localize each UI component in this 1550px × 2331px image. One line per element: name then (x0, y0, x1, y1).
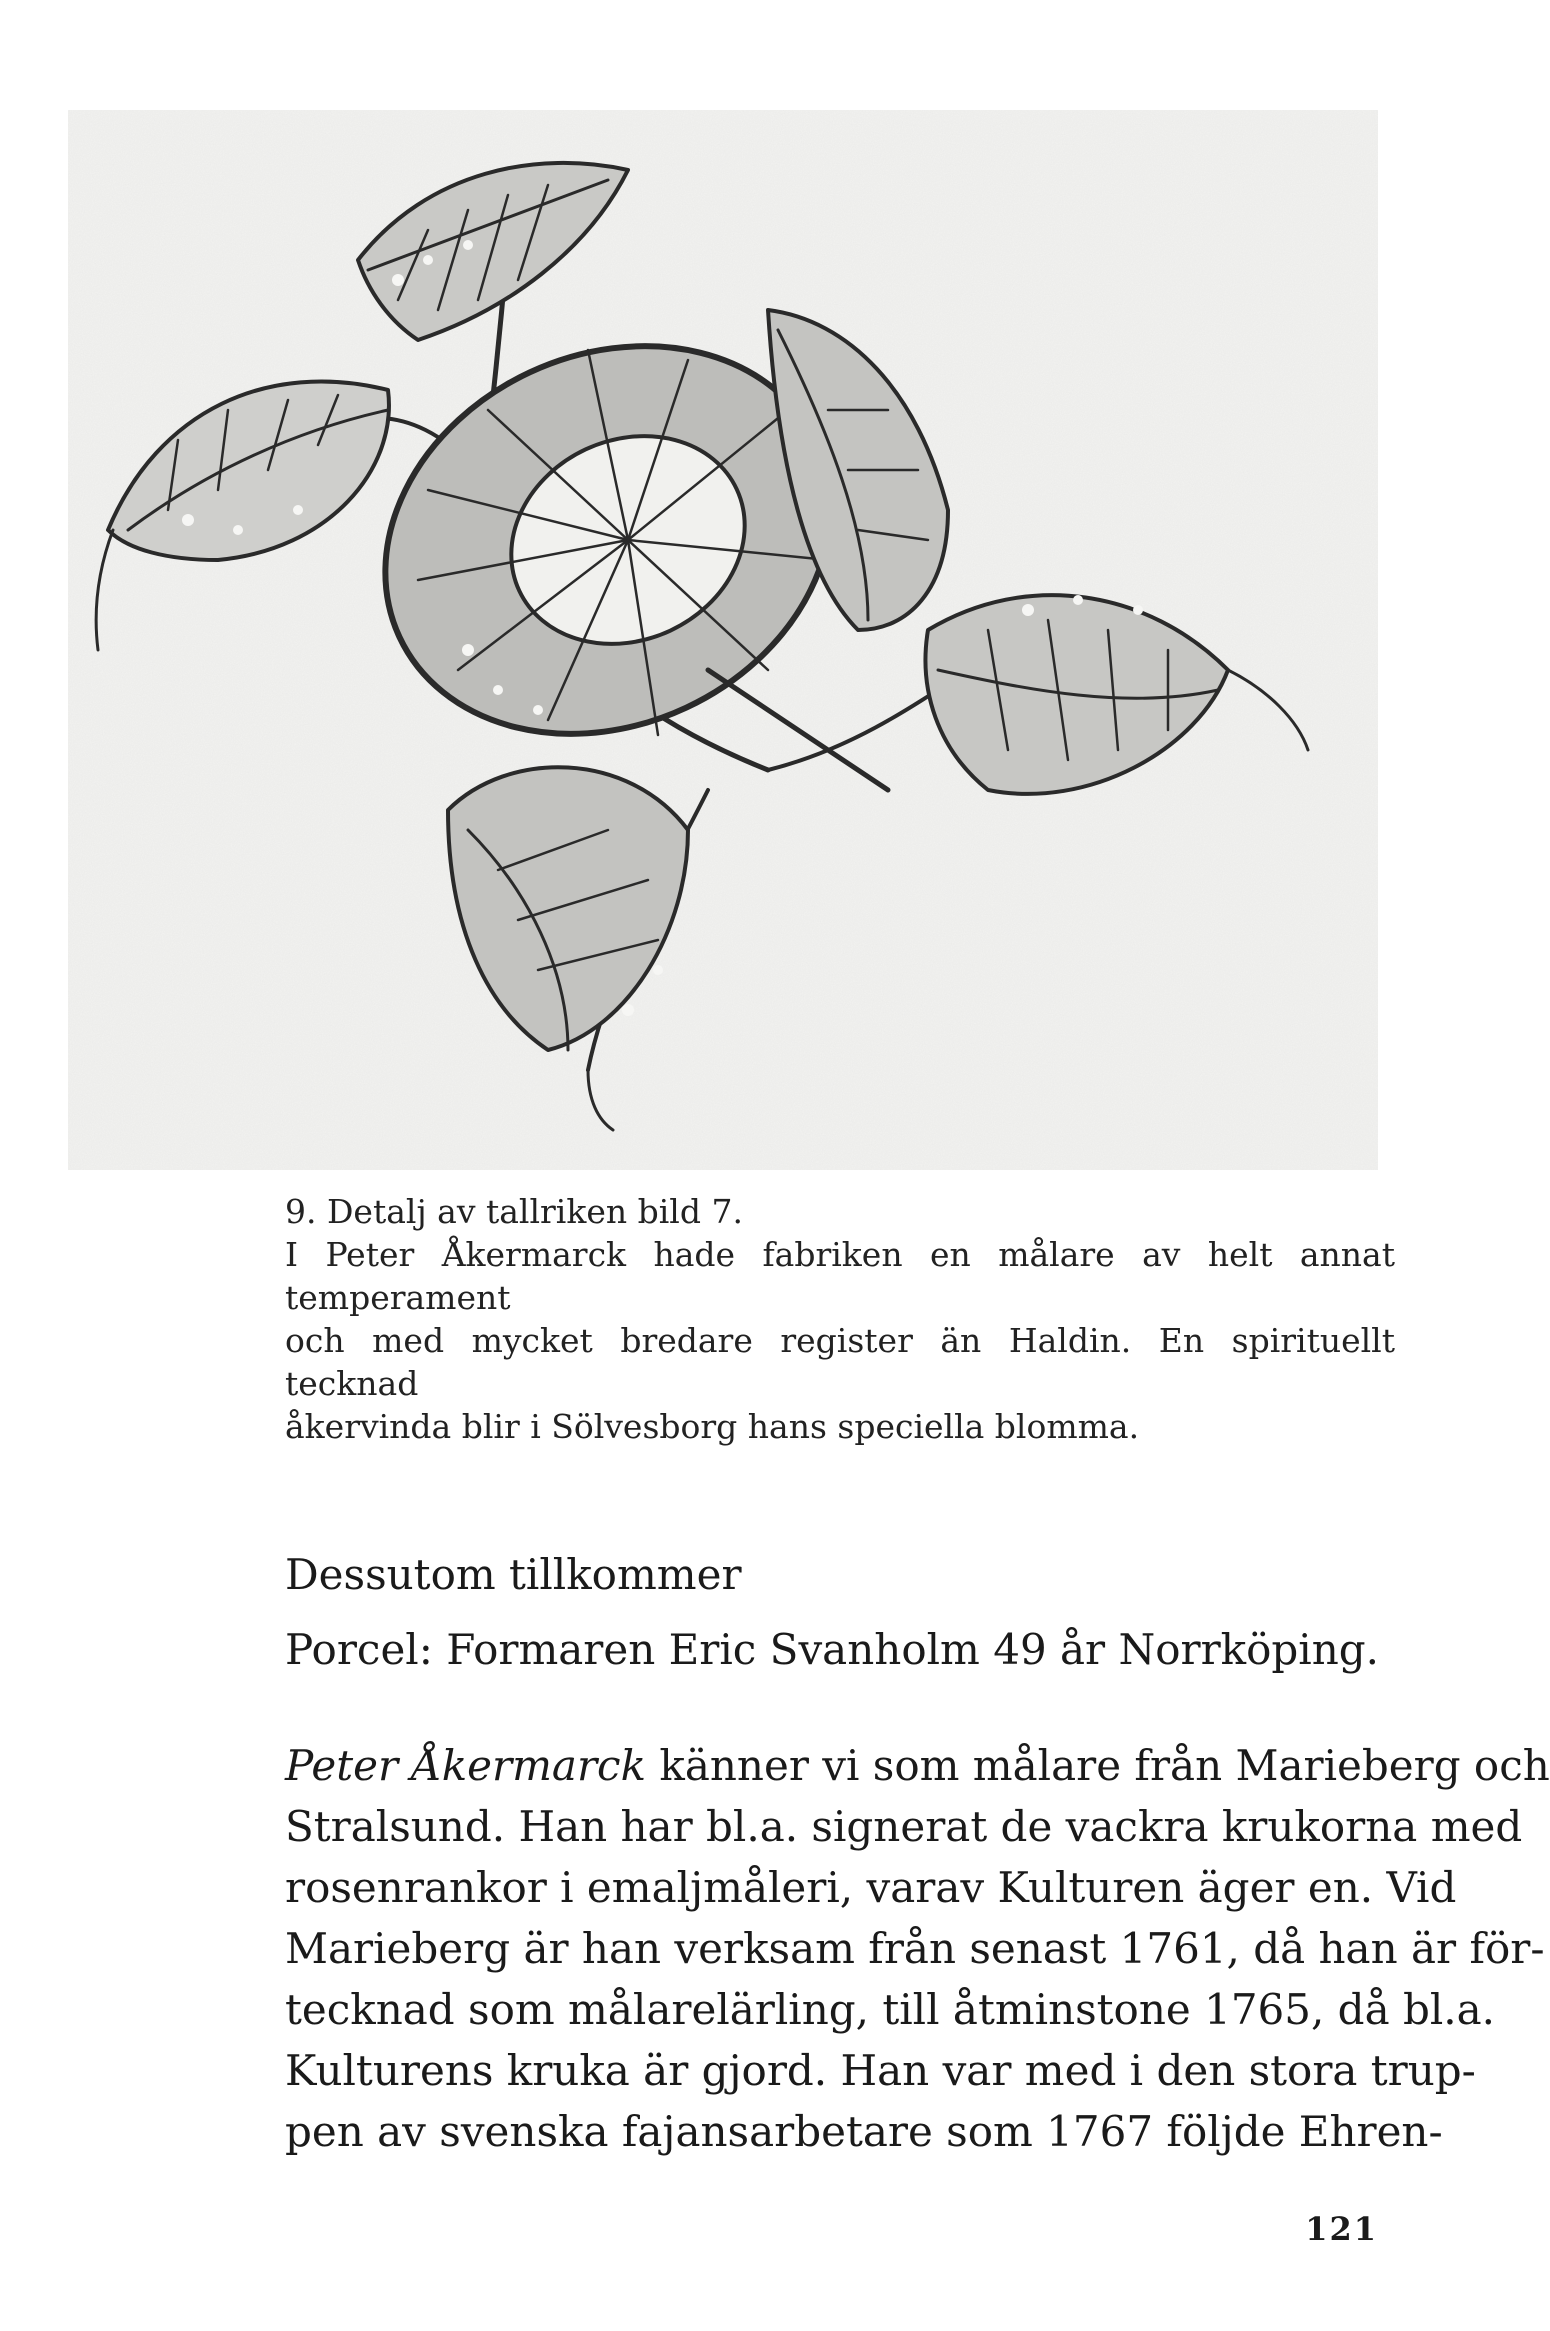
body-line-6: Kulturens kruka är gjord. Han var med i den stora trup- (285, 2046, 1476, 2095)
caption-line-1: 9. Detalj av tallriken bild 7. (285, 1192, 743, 1231)
body-line-5: tecknad som målarelärling, till åtminstone 1765, då bl.a. (285, 1985, 1496, 2034)
porcel-line: Porcel: Formaren Eric Svanholm 49 år Norrköping. (285, 1625, 1380, 1674)
caption-line-2: I Peter Åkermarck hade fabriken en målare av helt annat temperament (285, 1235, 1395, 1317)
body-paragraph (285, 1735, 1550, 2162)
body-line-7: pen av svenska fajansarbetare som 1767 följde Ehren- (285, 2107, 1443, 2156)
body-line-1 (285, 1735, 1550, 1796)
page-number: 121 (1305, 2210, 1378, 2248)
caption-line-3: och med mycket bredare register än Haldin. En spirituellt tecknad (285, 1321, 1395, 1403)
section-heading: Dessutom tillkommer (285, 1550, 742, 1599)
body-line-4: Marieberg är han verksam från senast 1761, då han är för- (285, 1924, 1545, 1973)
body-line-2: Stralsund. Han har bl.a. signerat de vackra krukorna med (285, 1802, 1523, 1851)
caption-line-4: åkervinda blir i Sölvesborg hans speciella blomma. (285, 1407, 1140, 1446)
body-line-1-rest: känner vi som målare från Marieberg och (646, 1741, 1550, 1790)
body-line-3: rosenrankor i emaljmåleri, varav Kulturen äger en. Vid (285, 1863, 1457, 1912)
floral-illustration (68, 110, 1378, 1170)
morning-glory-sketch-icon (68, 110, 1378, 1170)
figure-caption (285, 1190, 1395, 1448)
person-name: Peter Åkermarck (285, 1741, 647, 1790)
